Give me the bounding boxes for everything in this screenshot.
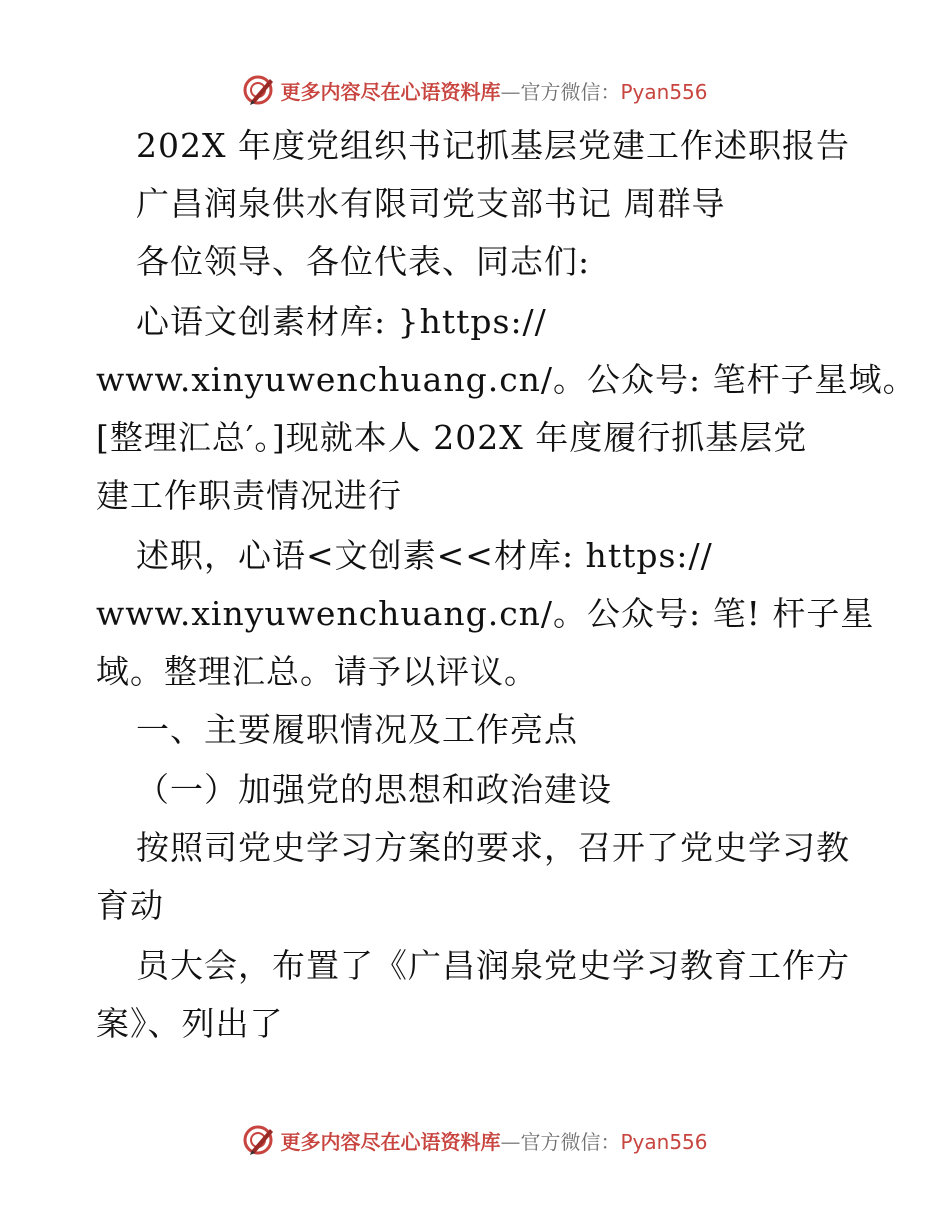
separator-dash: — [500, 79, 521, 104]
document-title: 202X 年度党组织书记抓基层党建工作述职报告 [136, 126, 850, 165]
paragraph-line: 育动 [96, 886, 164, 925]
wechat-account: Pyan556 [620, 79, 708, 104]
watermark-text [280, 1126, 707, 1155]
paragraph-line: 域。整理汇总。请予以评议。 [96, 652, 538, 691]
paragraph-line: 心语文创素材库: }https:// [136, 302, 547, 341]
footer-watermark [0, 1120, 950, 1160]
salutation: 各位领导、各位代表、同志们: [136, 242, 591, 281]
official-label: 官方微信： [520, 79, 621, 104]
brand-name: 更多内容尽在心语资料库 [280, 1129, 501, 1154]
paragraph-line: 述职，心语<文创素<<材库: https:// [136, 536, 713, 575]
subsection-heading: （一）加强党的思想和政治建设 [136, 770, 612, 809]
pen-logo-icon [242, 73, 276, 107]
paragraph-line: [整理汇总′。]现就本人 202X 年度履行抓基层党 [96, 418, 808, 457]
header-watermark [0, 70, 950, 110]
paragraph-line: www.xinyuwenchuang.cn/。公众号: 笔杆子星域。 [96, 360, 917, 399]
paragraph-line: www.xinyuwenchuang.cn/。公众号: 笔! 杆子星 [96, 594, 875, 633]
pen-logo-icon [242, 1123, 276, 1157]
paragraph-line: 按照司党史学习方案的要求，召开了党史学习教 [136, 828, 850, 867]
paragraph-line: 案》、列出了 [96, 1004, 284, 1043]
separator-dash: — [500, 1129, 521, 1154]
paragraph-line: 建工作职责情况进行 [96, 476, 402, 515]
author-line: 广昌润泉供水有限司党支部书记 周群导 [136, 184, 726, 223]
paragraph-line: 员大会，布置了《广昌润泉党史学习教育工作方 [136, 946, 850, 985]
section-heading: 一、主要履职情况及工作亮点 [136, 710, 578, 749]
brand-name: 更多内容尽在心语资料库 [280, 79, 501, 104]
official-label: 官方微信： [520, 1129, 621, 1154]
watermark-text [280, 76, 707, 105]
wechat-account: Pyan556 [620, 1129, 708, 1154]
